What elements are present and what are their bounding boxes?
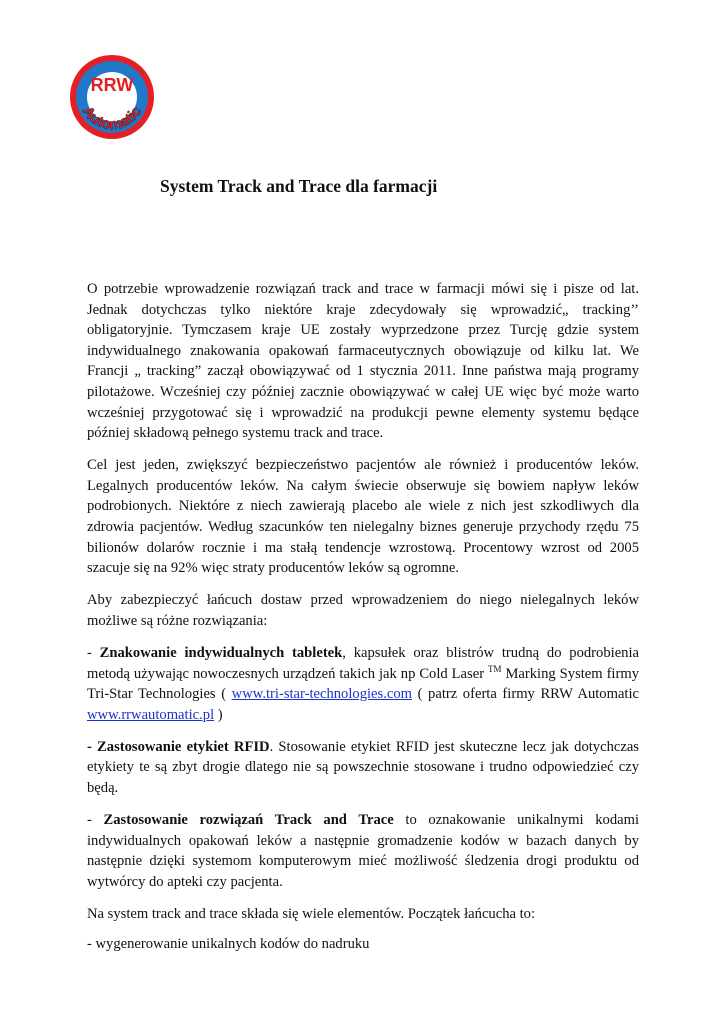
document-body [87,279,639,966]
logo-top-text: RRW [90,75,134,95]
rrw-automatic-link[interactable]: www.rrwautomatic.pl [87,706,215,723]
paragraph-elements: Na system track and trace składa się wiele elementów. Początek łańcucha to: [87,906,536,923]
tri-star-link[interactable]: www.tri-star-technologies.com [231,686,412,703]
solution-track-trace-heading: Zastosowanie rozwiązań Track and Trace [103,812,394,829]
list-item-generate-codes: - wygenerowanie unikalnych kodów do nadruku [87,935,370,952]
paragraph-solutions-intro: Aby zabezpieczyć łańcuch dostaw przed wprowadzeniem do niego nielegalnych leków możliwe są różne rozwiązania: [87,592,639,629]
paragraph-solution-laser: - Znakowanie indywidualnych tabletek, kapsułek oraz blistrów trudną do podrobienia metodą używając nowoczesnych urządzeń takich jak np Cold Laser ™ Marking System firmy Tri-Star Technologies ( www.tri-star-technologies.com ( patrz oferta firmy RRW Automatic www.rrwautomatic.pl ) [87,645,640,723]
rrw-automatic-logo [67,52,157,142]
paragraph-goal: Cel jest jeden, zwiększyć bezpieczeństwo pacjentów ale również i producentów leków. Legalnych producentów leków. Na całym świecie obserwuje się bowiem napływ leków podrobionych. Niektóre z niech zawierają placebo ale wiele z nich jest szkodliwych dla zdrowia pacjentów. Według szacunków ten nielegalny biznes generuje przychody rzędu 75 bilionów dolarów rocznie i ma stałą tendencje wzrostową. Procentowy wzrost od 2005 szacuje się na 92% więc straty producentów leków są ogromne. [87,457,639,577]
logo-arc-text: Automatic [78,103,146,134]
page-title: System Track and Trace dla farmacji [160,176,438,196]
solution-rfid-heading: - Zastosowanie etykiet RFID [87,738,270,755]
paragraph-solution-rfid: - Zastosowanie etykiet RFID. Stosowanie etykiet RFID jest skuteczne lecz jak dotychczas etykiety te są zbyt drogie dlatego nie są powszechnie stosowane i trudno odpowiedzieć czy będą. [87,738,639,797]
paragraph-intro: O potrzebie wprowadzenie rozwiązań track and trace w farmacji mówi się i pisze od lat. Jednak dotychczas tylko niektóre kraje zdecydowały się wprowadzić„ tracking’’ obligatoryjnie. Tymczasem kraje UE zostały wyprzedzone przez Turcję gdzie system indywidualnego znakowania opakowań farmaceutycznych obowiązuje od kilku lat. We Francji „ tracking” zaczął obowiązywać od 1 stycznia 2011. Inne państwa mają programy pilotażowe. Wcześniej czy później zacznie obowiązywać w całej UE więc być może warto wcześniej przygotować się i wprowadzić na produkcji pewne elementy systemu będące później składową pełnego systemu track and trace. [87,281,639,442]
solution-laser-heading: Znakowanie indywidualnych tabletek [99,645,343,661]
paragraph-solution-track-trace: - Zastosowanie rozwiązań Track and Trace to oznakowanie unikalnymi kodami indywidualnych opakowań leków a następnie gromadzenie kodów w bazach danych by następnie dzięki systemom komputerowym mieć możliwość śledzenia drogi produktu od wytwórcy do apteki czy pacjenta. [87,812,639,890]
trademark-superscript: TM [488,663,502,674]
